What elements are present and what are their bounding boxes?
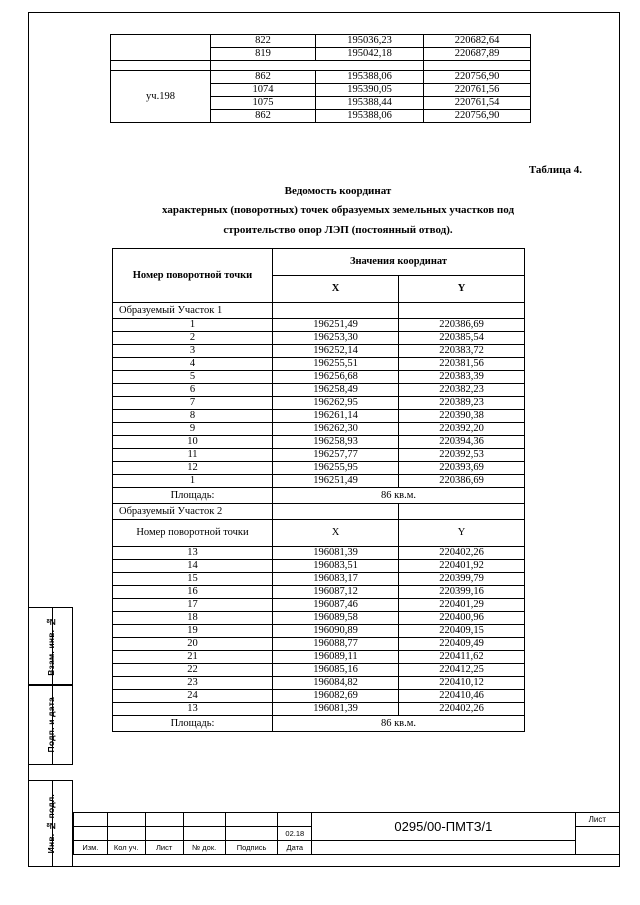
col-header-list: Лист [145,841,183,855]
y-cell: 220393,69 [399,462,525,475]
x-cell: 195388,06 [316,110,424,123]
table-row [113,475,525,488]
point-number-cell: 23 [113,677,273,690]
sheet-label: Лист [575,813,619,827]
x-cell: 196258,49 [273,384,399,397]
section-title: Образуемый Участок 1 [113,303,273,319]
continued-coordinates-table [110,34,531,123]
y-cell: 220381,56 [399,358,525,371]
table-row [113,560,525,573]
cell-list-empty [145,813,183,827]
table-row [113,423,525,436]
table-row [111,35,531,48]
table-row [113,599,525,612]
table-row [113,345,525,358]
header-x: X [273,276,399,303]
section-title-filler [273,504,399,520]
y-cell: 220756,90 [424,71,531,84]
y-cell: 220761,54 [424,97,531,110]
point-number-cell: 7 [113,397,273,410]
group-label-cell [111,35,211,61]
spacer-cell [111,61,211,71]
x-cell: 196081,39 [273,703,399,716]
table-row [113,586,525,599]
point-number-cell: 2 [113,332,273,345]
header-y: Y [399,276,525,303]
section-title-row [113,303,525,319]
table-row [111,71,531,84]
table-row [113,547,525,560]
point-number-cell: 14 [113,560,273,573]
table-row [113,371,525,384]
x-cell: 196262,30 [273,423,399,436]
point-number-cell: 1 [113,475,273,488]
point-number-cell: 3 [113,345,273,358]
x-cell: 196256,68 [273,371,399,384]
section-title-filler [399,504,525,520]
x-cell: 196089,58 [273,612,399,625]
header-coord-group: Значения координат [273,249,525,276]
table-row [113,436,525,449]
y-cell: 220394,36 [399,436,525,449]
point-number-cell: 21 [113,651,273,664]
point-number-cell: 862 [211,71,316,84]
x-cell: 196089,11 [273,651,399,664]
x-cell: 196258,93 [273,436,399,449]
x-cell: 196084,82 [273,677,399,690]
x-cell: 196087,46 [273,599,399,612]
point-number-cell: 8 [113,410,273,423]
side-stamp-label-podp: Подп. и дата [45,697,56,753]
area-value: 86 кв.м. [273,716,525,732]
point-number-cell: 862 [211,110,316,123]
x-cell: 196090,89 [273,625,399,638]
y-cell: 220389,23 [399,397,525,410]
x-cell: 196257,77 [273,449,399,462]
y-cell: 220382,23 [399,384,525,397]
y-cell: 220401,92 [399,560,525,573]
y-cell: 220402,26 [399,547,525,560]
table-row [113,612,525,625]
table-row [113,573,525,586]
y-cell: 220412,25 [399,664,525,677]
point-number-cell: 6 [113,384,273,397]
x-cell: 196081,39 [273,547,399,560]
y-cell: 220756,90 [424,110,531,123]
y-cell: 220410,12 [399,677,525,690]
section-title-filler [399,303,525,319]
point-number-cell: 1 [113,319,273,332]
heading-line-1: Ведомость координат [284,185,392,197]
area-label: Площадь: [113,716,273,732]
section-subheader-row [113,520,525,547]
table-spacer-row [111,61,531,71]
point-number-cell: 10 [113,436,273,449]
table-row [113,384,525,397]
x-cell: 195388,06 [316,71,424,84]
col-header-izm: Изм. [74,841,108,855]
x-cell: 196088,77 [273,638,399,651]
table-header-row [113,249,525,276]
point-number-cell: 17 [113,599,273,612]
area-value: 86 кв.м. [273,488,525,504]
y-cell: 220402,26 [399,703,525,716]
y-cell: 220682,64 [424,35,531,48]
table-row [113,651,525,664]
section-title-row [113,504,525,520]
y-cell: 220409,15 [399,625,525,638]
x-cell: 195042,18 [316,48,424,61]
point-number-cell: 1075 [211,97,316,110]
y-cell: 220411,62 [399,651,525,664]
point-number-cell: 13 [113,547,273,560]
col-header-kol: Кол уч. [107,841,145,855]
document-code: 0295/00-ПМТЗ/1 [312,813,576,841]
point-number-cell: 15 [113,573,273,586]
table-row [113,358,525,371]
x-cell: 196262,95 [273,397,399,410]
col-header-podpis: Подпись [225,841,278,855]
spacer-cell [316,61,424,71]
table-row [113,462,525,475]
x-cell: 196261,14 [273,410,399,423]
side-stamp-cell-inv [28,780,73,867]
cell-list-value [145,827,183,841]
x-cell: 196082,69 [273,690,399,703]
x-cell: 196252,14 [273,345,399,358]
section-title: Образуемый Участок 2 [113,504,273,520]
subheader-y: Y [399,520,525,547]
area-row [113,488,525,504]
point-number-cell: 9 [113,423,273,436]
heading-line-2: характерных (поворотных) точек образуемых земельных участков под [161,204,515,217]
group-label-cell: уч.198 [111,71,211,123]
table-row [113,664,525,677]
x-cell: 196083,51 [273,560,399,573]
area-label: Площадь: [113,488,273,504]
y-cell: 220761,56 [424,84,531,97]
subheader-point-number: Номер поворотной точки [113,520,273,547]
point-number-cell: 18 [113,612,273,625]
table-row [113,319,525,332]
cell-podpis-empty [225,813,278,827]
cell-ndoc-value [183,827,225,841]
cell-ndoc-empty [183,813,225,827]
point-number-cell: 12 [113,462,273,475]
y-cell: 220392,20 [399,423,525,436]
point-number-cell: 20 [113,638,273,651]
y-cell: 220383,72 [399,345,525,358]
table-row [113,677,525,690]
col-header-ndoc: № док. [183,841,225,855]
header-point-number: Номер поворотной точки [113,249,273,303]
point-number-cell: 16 [113,586,273,599]
y-cell: 220392,53 [399,449,525,462]
x-cell: 196087,12 [273,586,399,599]
title-block-table [73,812,620,855]
point-number-cell: 822 [211,35,316,48]
x-cell: 195036,23 [316,35,424,48]
y-cell: 220390,38 [399,410,525,423]
point-number-cell: 1074 [211,84,316,97]
y-cell: 220400,96 [399,612,525,625]
y-cell: 220409,49 [399,638,525,651]
area-row [113,716,525,732]
y-cell: 220399,79 [399,573,525,586]
x-cell: 196251,49 [273,475,399,488]
x-cell: 195390,05 [316,84,424,97]
x-cell: 196251,49 [273,319,399,332]
heading-line-3: строительство опор ЛЭП (постоянный отвод). [223,223,453,236]
x-cell: 196085,16 [273,664,399,677]
cell-izm-empty [74,813,108,827]
x-cell: 196255,51 [273,358,399,371]
sheet-number-value [575,827,619,855]
title-block [73,812,620,859]
doccode-filler [312,841,576,855]
table-row [113,397,525,410]
y-cell: 220386,69 [399,475,525,488]
point-number-cell: 22 [113,664,273,677]
cell-kol-value [107,827,145,841]
y-cell: 220410,46 [399,690,525,703]
section-title-filler [273,303,399,319]
coordinates-table [112,248,525,732]
x-cell: 196255,95 [273,462,399,475]
side-stamp-label-inv: Инв. № подл. [45,793,56,854]
cell-podpis-value [225,827,278,841]
point-number-cell: 5 [113,371,273,384]
table-row [113,703,525,716]
subheader-x: X [273,520,399,547]
side-stamp-cell-podp [28,685,73,765]
y-cell: 220383,39 [399,371,525,384]
spacer-cell [211,61,316,71]
y-cell: 220401,29 [399,599,525,612]
table-row [113,332,525,345]
y-cell: 220399,16 [399,586,525,599]
table-row [113,638,525,651]
cell-data-value: 02.18 [278,827,312,841]
table-row [113,449,525,462]
y-cell: 220386,69 [399,319,525,332]
cell-kol-empty [107,813,145,827]
side-stamp-label-vzam: Взам. инв. № [45,616,56,676]
point-number-cell: 819 [211,48,316,61]
side-stamp-strip [28,12,73,867]
y-cell: 220687,89 [424,48,531,61]
col-header-data: Дата [278,841,312,855]
table-row [113,625,525,638]
x-cell: 195388,44 [316,97,424,110]
x-cell: 196253,30 [273,332,399,345]
cell-data-empty [278,813,312,827]
table-number-label: Таблица 4. [528,164,582,176]
table-heading [78,182,598,240]
y-cell: 220385,54 [399,332,525,345]
point-number-cell: 4 [113,358,273,371]
point-number-cell: 11 [113,449,273,462]
table-row [113,410,525,423]
x-cell: 196083,17 [273,573,399,586]
point-number-cell: 13 [113,703,273,716]
table-row [113,690,525,703]
side-stamp-cell-vzam [28,607,73,685]
title-block-row-empty [74,813,620,827]
spacer-cell [424,61,531,71]
title-block-row-headers [74,841,620,855]
point-number-cell: 24 [113,690,273,703]
cell-izm-value [74,827,108,841]
point-number-cell: 19 [113,625,273,638]
